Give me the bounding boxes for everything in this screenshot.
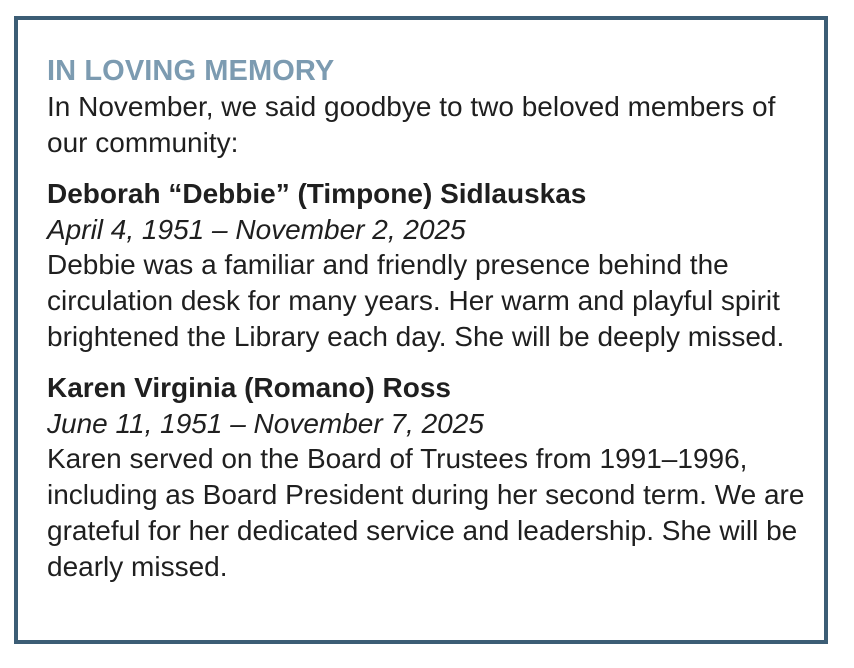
person-bio: Karen served on the Board of Trustees from 1991–1996, including as Board President during her second term. We are grateful for her dedicated service and leadership. She will be dearly missed. [47,443,805,582]
person-name: Deborah “Debbie” (Timpone) Sidlauskas [47,178,587,209]
memorial-content [47,53,817,585]
memorial-intro: In November, we said goodbye to two beloved members of our community: [47,91,776,158]
memorial-entry-debbie [47,175,817,355]
memorial-box [14,16,828,644]
memorial-heading: IN LOVING MEMORY [47,55,335,87]
person-dates: June 11, 1951 – November 7, 2025 [47,408,484,439]
person-bio: Debbie was a familiar and friendly presence behind the circulation desk for many years. Her warm and playful spirit brightened the Library each day. She will be deeply missed. [47,249,785,352]
memorial-entry-karen [47,369,817,585]
person-dates: April 4, 1951 – November 2, 2025 [47,214,466,245]
person-name: Karen Virginia (Romano) Ross [47,372,452,403]
